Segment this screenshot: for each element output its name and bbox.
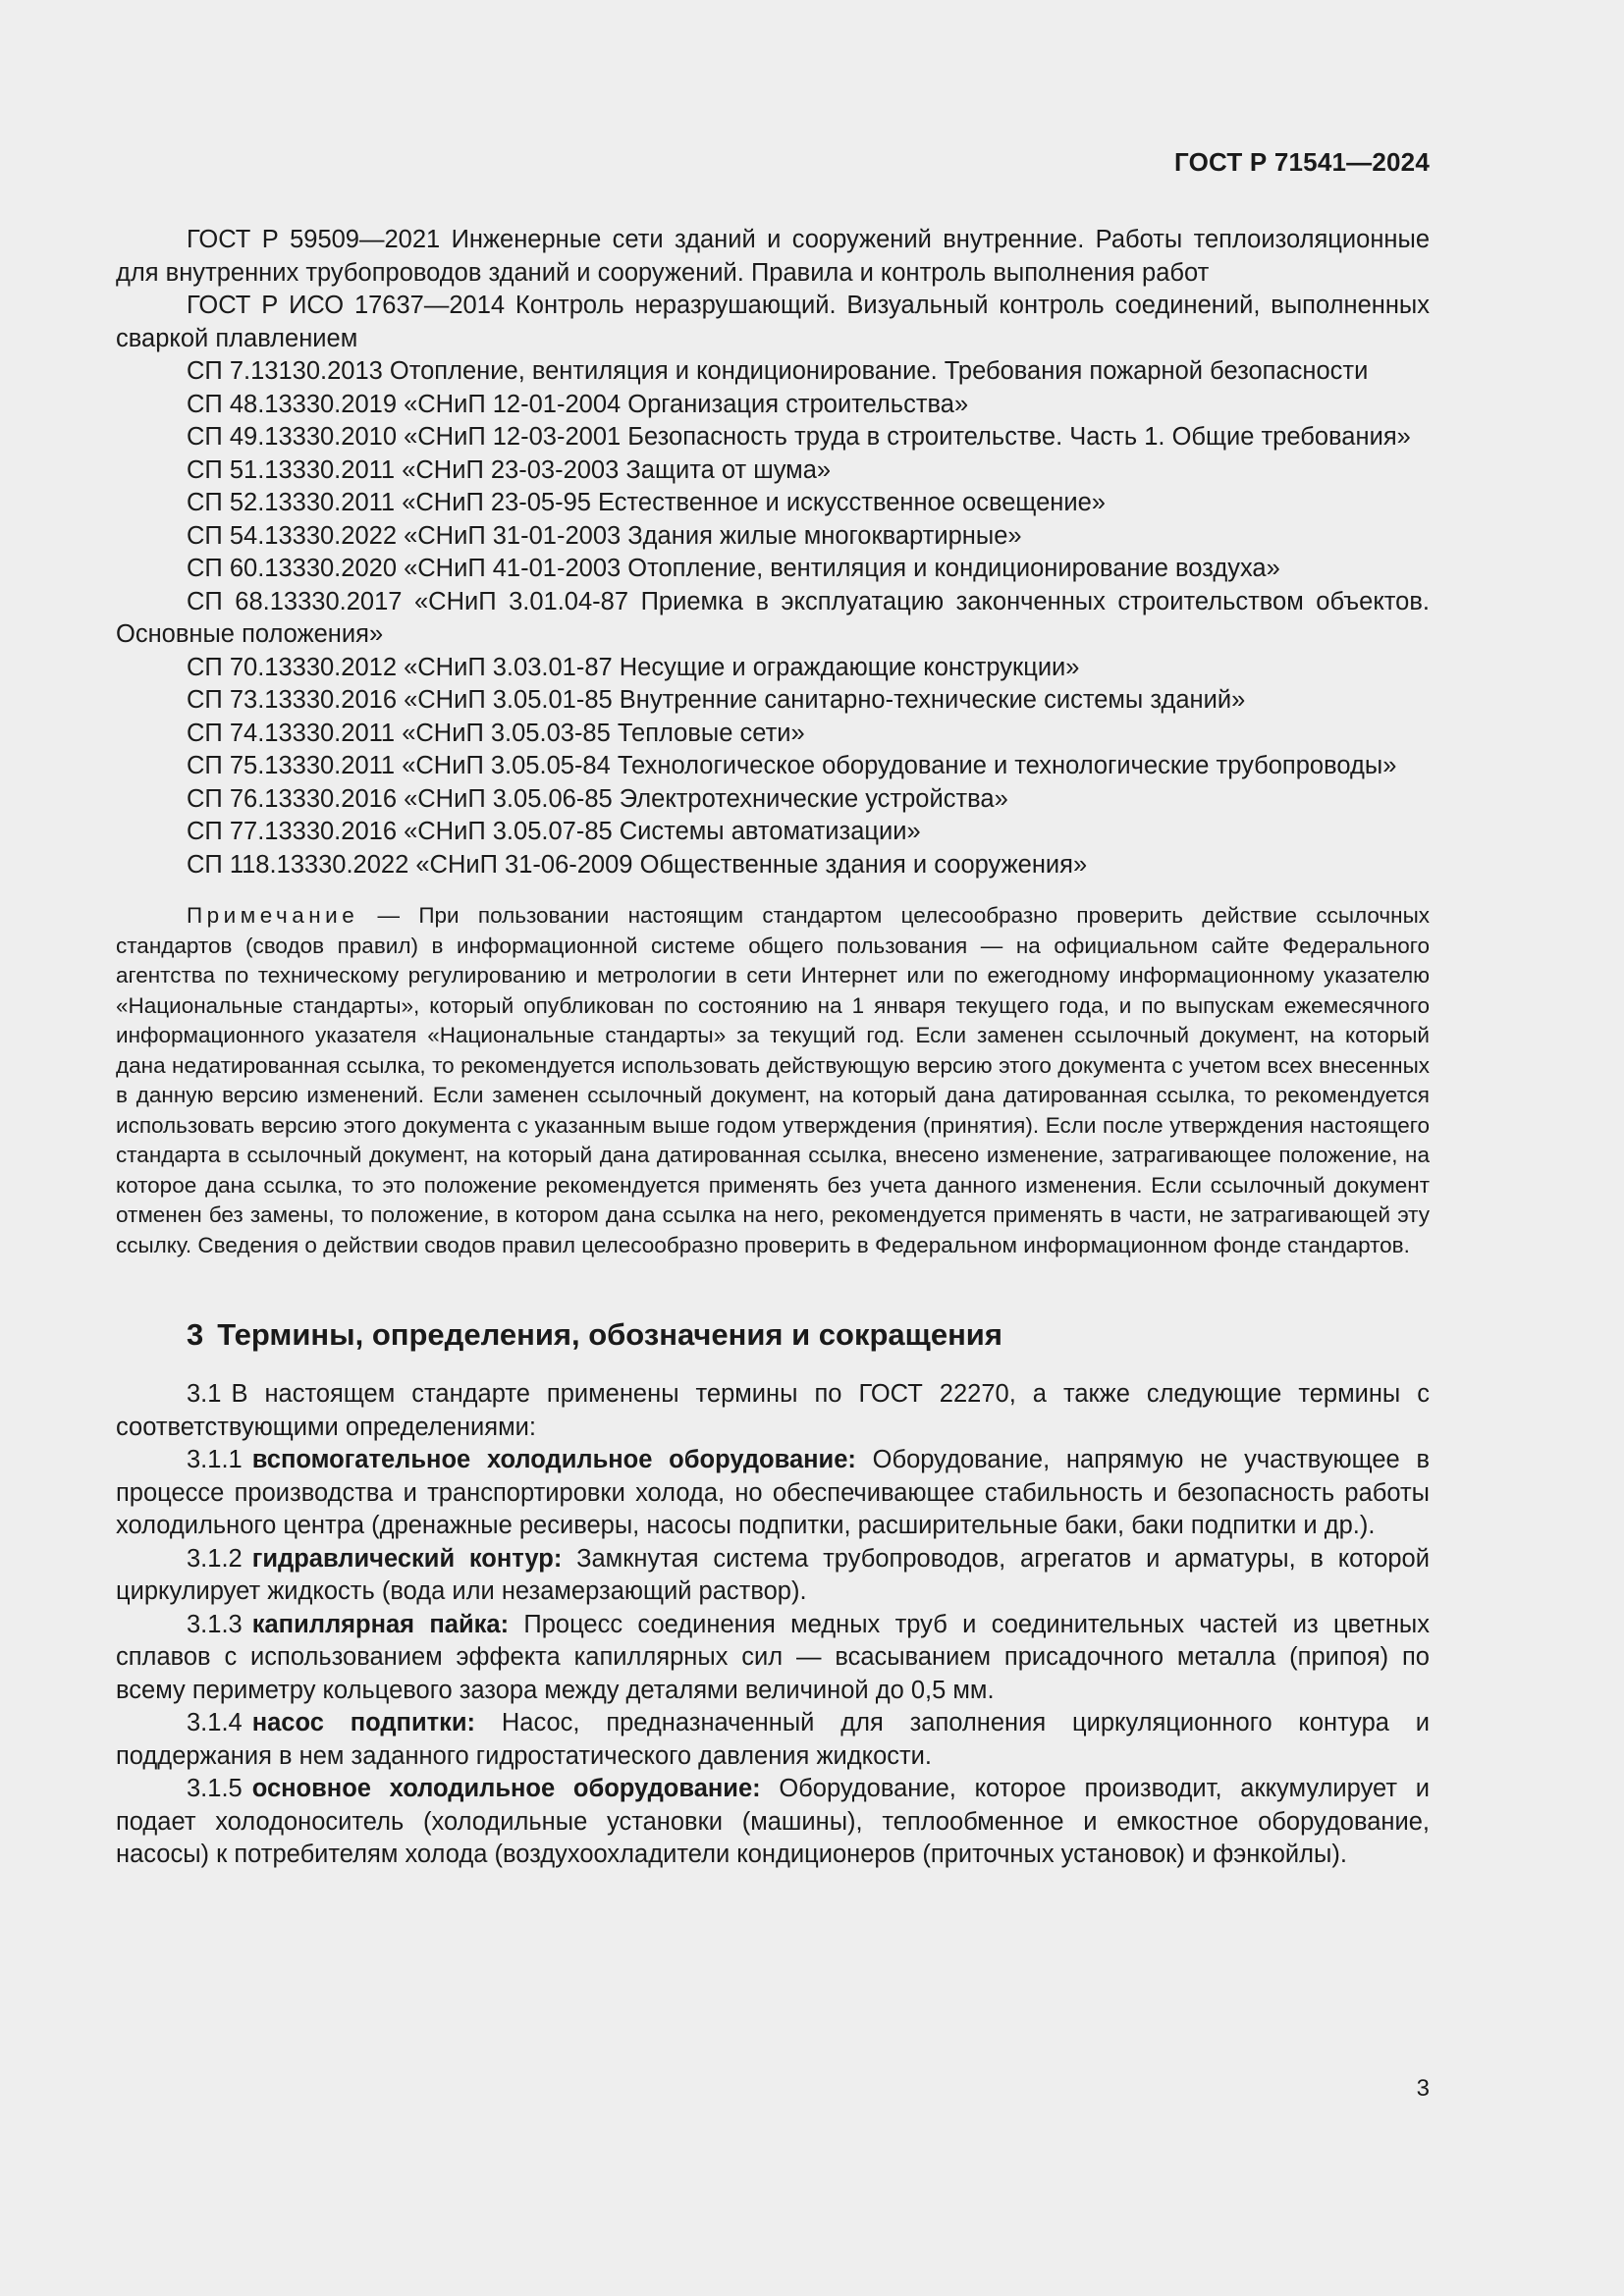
page-number: 3 bbox=[1416, 2075, 1430, 2102]
intro-paragraph bbox=[116, 1378, 1430, 1444]
document-code-header: ГОСТ Р 71541—2024 bbox=[1174, 147, 1430, 177]
term-name: гидравлический контур: bbox=[251, 1544, 563, 1573]
note-block bbox=[116, 901, 1430, 1260]
reference-item: СП 52.13330.2011 «СНиП 23-05-95 Естественное и искусственное освещение» bbox=[187, 489, 1106, 516]
normative-references-list bbox=[116, 224, 1430, 881]
reference-item: СП 73.13330.2016 «СНиП 3.05.01-85 Внутренние санитарно-технические системы зданий» bbox=[187, 686, 1246, 714]
term-name: вспомогательное холодильное оборудование: bbox=[251, 1446, 856, 1473]
definition-item bbox=[116, 1444, 1430, 1543]
term-definition: Оборудование, которое производит, аккумулирует и подает холодоноситель (холодильные установки (машины), теплообменное и емкостное оборудование, насосы) к потребителям холода (воздухоохладители кондиционеров (приточных установок) и фэнкойлы). bbox=[116, 1775, 1430, 1868]
term-definition: Насос, предназначенный для заполнения циркуляционного контура и поддержания в нем заданного гидростатического давления жидкости. bbox=[116, 1709, 1430, 1770]
definition-item bbox=[116, 1773, 1430, 1872]
section-title: Термины, определения, обозначения и сокращения bbox=[217, 1317, 1002, 1352]
term-definition: Оборудование, напрямую не участвующее в процессе производства и транспортировки холода, но обеспечивающее стабильность и безопасность работы холодильного центра (дренажные ресиверы, насосы подпитки, расширительные баки, баки подпитки и др.). bbox=[116, 1446, 1430, 1539]
clause-number: 3.1.3 bbox=[187, 1610, 243, 1638]
reference-item: СП 76.13330.2016 «СНиП 3.05.06-85 Электротехнические устройства» bbox=[187, 784, 1008, 813]
reference-item: СП 74.13330.2011 «СНиП 3.05.03-85 Тепловые сети» bbox=[187, 719, 805, 747]
term-name: основное холодильное оборудование: bbox=[251, 1775, 761, 1802]
reference-item: СП 60.13330.2020 «СНиП 41-01-2003 Отопление, вентиляция и кондиционирование воздуха» bbox=[187, 555, 1280, 582]
page-content bbox=[116, 224, 1430, 1872]
note-text: — При пользовании настоящим стандартом целесообразно проверить действие ссылочных стандартов (сводов правил) в информационной системе общего пользования — на официальном сайте Федерального агентства по техническому регулированию и метрологии в сети Интернет или по ежегодному информационному указателю «Национальные стандарты», который опубликован по состоянию на 1 января текущего года, и по выпускам ежемесячного информационного указателя «Национальные стандарты» за текущий год. Если заменен ссылочный документ, на который дана недатированная ссылка, то рекомендуется использовать действующую версию этого документа с учетом всех внесенных в данную версию изменений. Если заменен ссылочный документ, на который дана датированная ссылка, то рекомендуется использовать версию этого документа с указанным выше годом утверждения (принятия). Если после утверждения настоящего стандарта в ссылочный документ, на который дана датированная ссылка, внесено изменение, затрагивающее положение, на которое дана ссылка, то это положение рекомендуется применять без учета данного изменения. Если ссылочный документ отменен без замены, то положение, в котором дана ссылка на него, рекомендуется применять в части, не затрагивающей эту ссылку. Сведения о действии сводов правил целесообразно проверить в Федеральном информационном фонде стандартов. bbox=[116, 903, 1430, 1257]
reference-item: СП 54.13330.2022 «СНиП 31-01-2003 Здания жилые многоквартирные» bbox=[187, 521, 1022, 550]
reference-item: СП 70.13330.2012 «СНиП 3.03.01-87 Несущие и ограждающие конструкции» bbox=[187, 653, 1080, 681]
reference-item: ГОСТ Р ИСО 17637—2014 Контроль неразрушающий. Визуальный контроль соединений, выполненных сваркой плавлением bbox=[116, 292, 1430, 352]
reference-item: ГОСТ Р 59509—2021 Инженерные сети зданий и сооружений внутренние. Работы теплоизоляционные для внутренних трубопроводов зданий и сооружений. Правила и контроль выполнения работ bbox=[116, 226, 1430, 287]
definition-item bbox=[116, 1543, 1430, 1609]
reference-item: СП 68.13330.2017 «СНиП 3.01.04-87 Приемка в эксплуатацию законченных строительством объектов. Основные положения» bbox=[116, 587, 1430, 648]
clause-number: 3.1.5 bbox=[187, 1775, 243, 1802]
term-definition: Замкнутая система трубопроводов, агрегатов и арматуры, в которой циркулирует жидкость (вода или незамерзающий раствор). bbox=[116, 1544, 1430, 1605]
reference-item: СП 77.13330.2016 «СНиП 3.05.07-85 Системы автоматизации» bbox=[187, 818, 921, 845]
reference-item: СП 51.13330.2011 «СНиП 23-03-2003 Защита от шума» bbox=[187, 455, 832, 484]
definition-item bbox=[116, 1609, 1430, 1708]
note-label: Примечание bbox=[187, 903, 359, 928]
section-heading bbox=[116, 1315, 1430, 1355]
reference-item: СП 75.13330.2011 «СНиП 3.05.05-84 Технологическое оборудование и технологические трубопроводы» bbox=[187, 752, 1397, 779]
section-number: 3 bbox=[187, 1317, 204, 1352]
definition-item bbox=[116, 1707, 1430, 1773]
clause-text: В настоящем стандарте применены термины по ГОСТ 22270, а также следующие термины с соответствующими определениями: bbox=[116, 1380, 1430, 1441]
clause-number: 3.1.2 bbox=[187, 1544, 243, 1573]
reference-item: СП 48.13330.2019 «СНиП 12-01-2004 Организация строительства» bbox=[187, 390, 969, 418]
reference-item: СП 49.13330.2010 «СНиП 12-03-2001 Безопасность труда в строительстве. Часть 1. Общие требования» bbox=[187, 423, 1411, 451]
clause-number: 3.1.4 bbox=[187, 1709, 243, 1736]
term-name: насос подпитки: bbox=[251, 1709, 476, 1736]
clause-number: 3.1 bbox=[187, 1380, 222, 1408]
term-name: капиллярная пайка: bbox=[251, 1610, 510, 1638]
term-definition: Процесс соединения медных труб и соединительных частей из цветных сплавов с использованием эффекта капиллярных сил — всасыванием присадочного металла (припоя) по всему периметру кольцевого зазора между деталями величиной до 0,5 мм. bbox=[116, 1610, 1430, 1704]
reference-item: СП 118.13330.2022 «СНиП 31-06-2009 Общественные здания и сооружения» bbox=[187, 850, 1088, 879]
reference-item: СП 7.13130.2013 Отопление, вентиляция и кондиционирование. Требования пожарной безопасности bbox=[187, 357, 1369, 385]
clause-number: 3.1.1 bbox=[187, 1446, 243, 1473]
